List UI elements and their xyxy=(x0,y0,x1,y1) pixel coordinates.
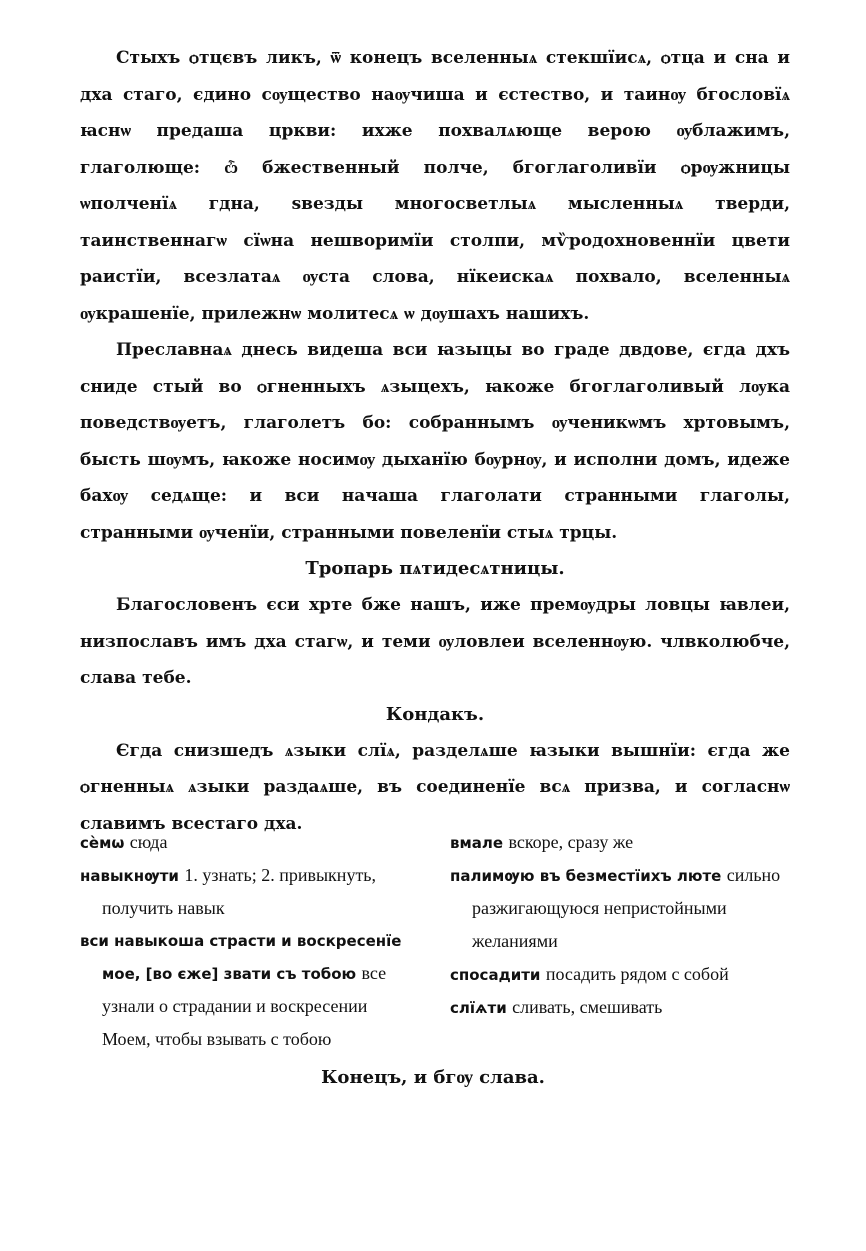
main-text xyxy=(80,40,790,842)
glossary-definition: вскоре, сразу же xyxy=(508,832,634,852)
glossary-term: спосадити xyxy=(450,966,541,984)
glossary-term: слїѧти xyxy=(450,999,507,1017)
glossary-definition: сильно разжигающуюся непристойными желаниями xyxy=(472,865,781,951)
paragraph-fathers: Стыхъ ѻтцєвъ ликъ, ѿ конецъ вселенныѧ стекшїисѧ, ѻтца и сна и дха стаго, єдино сѹщество наѹчиша и єстество, и таинѹ бгословїѧ ꙗснѡ предаша цркви: ихже похвалѧюще верою ѹблажимъ, глаголюще: ѽ бжественный полче, бгоглаголивїи ѻрѹжницы ѡполченїѧ гдна, ѕвезды многосветлыѧ мысленныѧ тверди, таинственнагѡ сїѡна нешворимїи столпи, мѷродохновеннїи цвети раистїи, всезлатаѧ ѹста слова, нїкеискаѧ похвало, вселенныѧ ѹкрашенїе, прилежнѡ молитесѧ ѡ дѹшахъ нашихъ. xyxy=(80,48,790,324)
glossary-entry xyxy=(80,826,410,859)
kontakion-text: Єгда снизшедъ ѧзыки слїѧ, разделѧше ꙗзыки вышнїи: єгда же ѻгненныѧ ѧзыки раздаѧше, въ соединенїе всѧ призва, и согласнѡ славимъ всестаго дха. xyxy=(80,740,790,834)
troparion-text: Благословенъ єси хрте бже нашъ, иже премѹдры ловцы ꙗвлеи, низпославъ имъ дха стагѡ, и теми ѹловлеи вселеннѹю. члвколюбче, слава тебе. xyxy=(80,595,790,688)
glossary-definition: 1. узнать; 2. привыкнуть, получить навык xyxy=(102,865,377,918)
glossary-definition: посадить рядом с собой xyxy=(545,964,729,984)
kontakion-heading: Кондакъ. xyxy=(385,703,485,725)
troparion-heading: Тропарь пѧтидесѧтницы. xyxy=(305,558,565,579)
glossary-entry xyxy=(80,859,410,925)
glossary-term: навыкнѹти xyxy=(80,867,179,885)
glossary-entry xyxy=(80,925,410,1056)
glossary-definition: сливать, смешивать xyxy=(512,997,663,1017)
glossary-definition: сюда xyxy=(129,832,168,852)
glossary-term: палимѹю въ безместїихъ люте xyxy=(450,867,722,885)
glossary-entry xyxy=(450,826,790,859)
glossary-entry xyxy=(450,859,790,958)
glossary-entry xyxy=(450,958,790,991)
glossary-definition: все узнали о страдании и воскресении Моем, чтобы взывать с тобою xyxy=(102,963,387,1049)
ending-line: Конецъ, и бгѹ слава. xyxy=(321,1067,545,1088)
glossary-column-left xyxy=(80,826,410,1056)
glossary-term: сѐмѡ xyxy=(80,834,125,852)
glossary-term: вмале xyxy=(450,834,504,852)
glossary-entry xyxy=(450,991,790,1024)
paragraph-pentecost: Преславнаѧ днесь видеша вси ꙗзыцы во граде двдове, єгда дхъ сниде стый во ѻгненныхъ ѧзыцехъ, ꙗкоже бгоглаголивый лѹка поведствѹетъ, глаголетъ бо: собраннымъ ѹченикѡмъ хртовымъ, бысть шѹмъ, ꙗкоже носимѹ дыханїю бѹрнѹ, и исполни домъ, идеже бахѹ седѧще: и вси начаша глаголати странными глаголы, странными ѹченїи, странными повеленїи стыѧ трцы. xyxy=(80,340,790,543)
glossary-term: вси навыкоша страсти и воскресенїе мое, [во єже] звати съ тобою xyxy=(80,932,402,983)
glossary xyxy=(80,826,790,1056)
glossary-column-right xyxy=(450,826,790,1056)
